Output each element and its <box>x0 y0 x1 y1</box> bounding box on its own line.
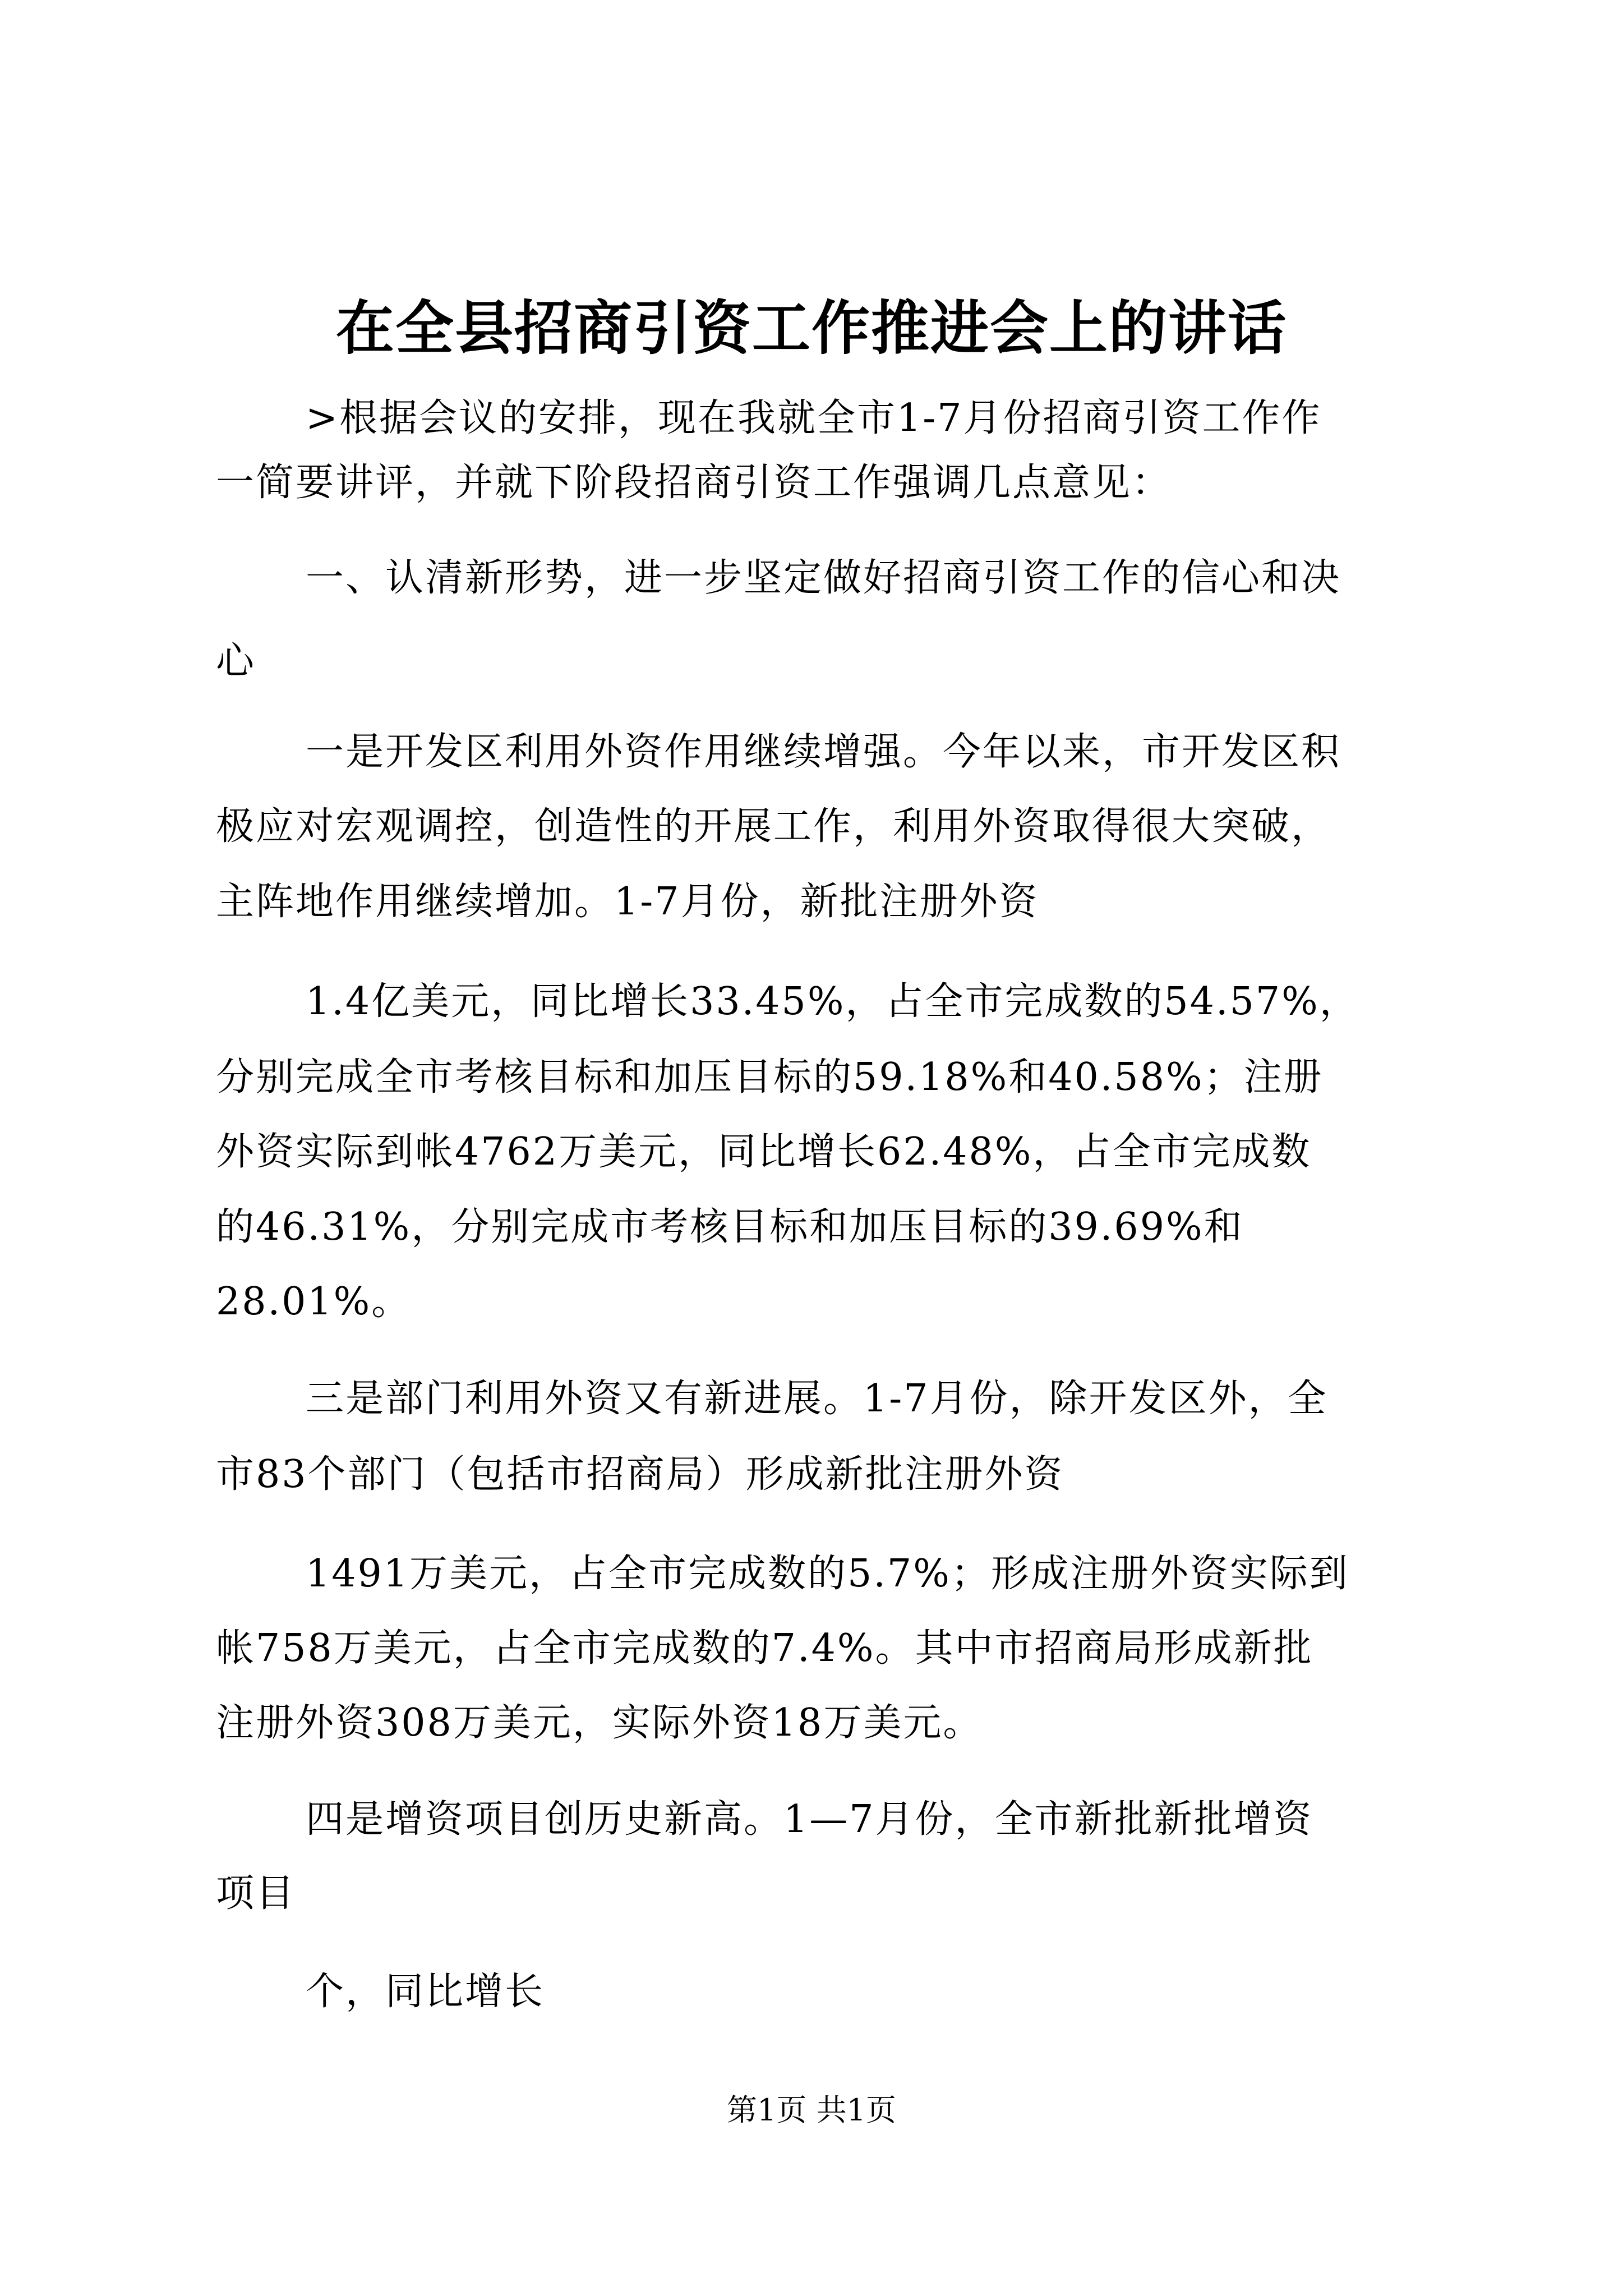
paragraph-line: 心 <box>216 639 256 683</box>
paragraph-line: 一是开发区利用外资作用继续增强。今年以来，市开发区积 <box>306 730 1341 774</box>
paragraph-line: 分别完成全市考核目标和加压目标的59.18%和40.58%；注册 <box>216 1055 1324 1099</box>
paragraph-line: 1.4亿美元，同比增长33.45%，占全市完成数的54.57%， <box>306 979 1359 1024</box>
paragraph-line: 主阵地作用继续增加。1-7月份，新批注册外资 <box>216 880 1039 924</box>
paragraph-line: 一、认清新形势，进一步坚定做好招商引资工作的信心和决 <box>306 556 1341 600</box>
paragraph-line: 外资实际到帐4762万美元，同比增长62.48%，占全市完成数 <box>216 1130 1312 1174</box>
paragraph-line: 帐758万美元，占全市完成数的7.4%。其中市招商局形成新批 <box>216 1626 1313 1671</box>
paragraph-line: 个，同比增长 <box>306 1970 545 2014</box>
paragraph-line: >根据会议的安排，现在我就全市1-7月份招商引资工作作 <box>306 396 1322 440</box>
page-number-footer: 第1页 共1页 <box>727 2092 896 2128</box>
paragraph-line: 的46.31%，分别完成市考核目标和加压目标的39.69%和 <box>216 1205 1244 1249</box>
paragraph-line: 市83个部门（包括市招商局）形成新批注册外资 <box>216 1452 1064 1497</box>
page-title: 在全县招商引资工作推进会上的讲话 <box>335 293 1287 362</box>
paragraph-line: 注册外资308万美元，实际外资18万美元。 <box>216 1701 983 1745</box>
paragraph-line: 极应对宏观调控，创造性的开展工作，利用外资取得很大突破， <box>216 804 1331 849</box>
paragraph-line: 项目 <box>216 1871 296 1916</box>
paragraph-line: 28.01%。 <box>216 1280 412 1324</box>
paragraph-line: 四是增资项目创历史新高。1—7月份，全市新批新批增资 <box>306 1797 1313 1842</box>
paragraph-line: 三是部门利用外资又有新进展。1-7月份，除开发区外，全 <box>306 1377 1328 1421</box>
paragraph-line: 1491万美元，占全市完成数的5.7%；形成注册外资实际到 <box>306 1552 1349 1596</box>
paragraph-line: 一简要讲评，并就下阶段招商引资工作强调几点意见： <box>216 461 1172 505</box>
